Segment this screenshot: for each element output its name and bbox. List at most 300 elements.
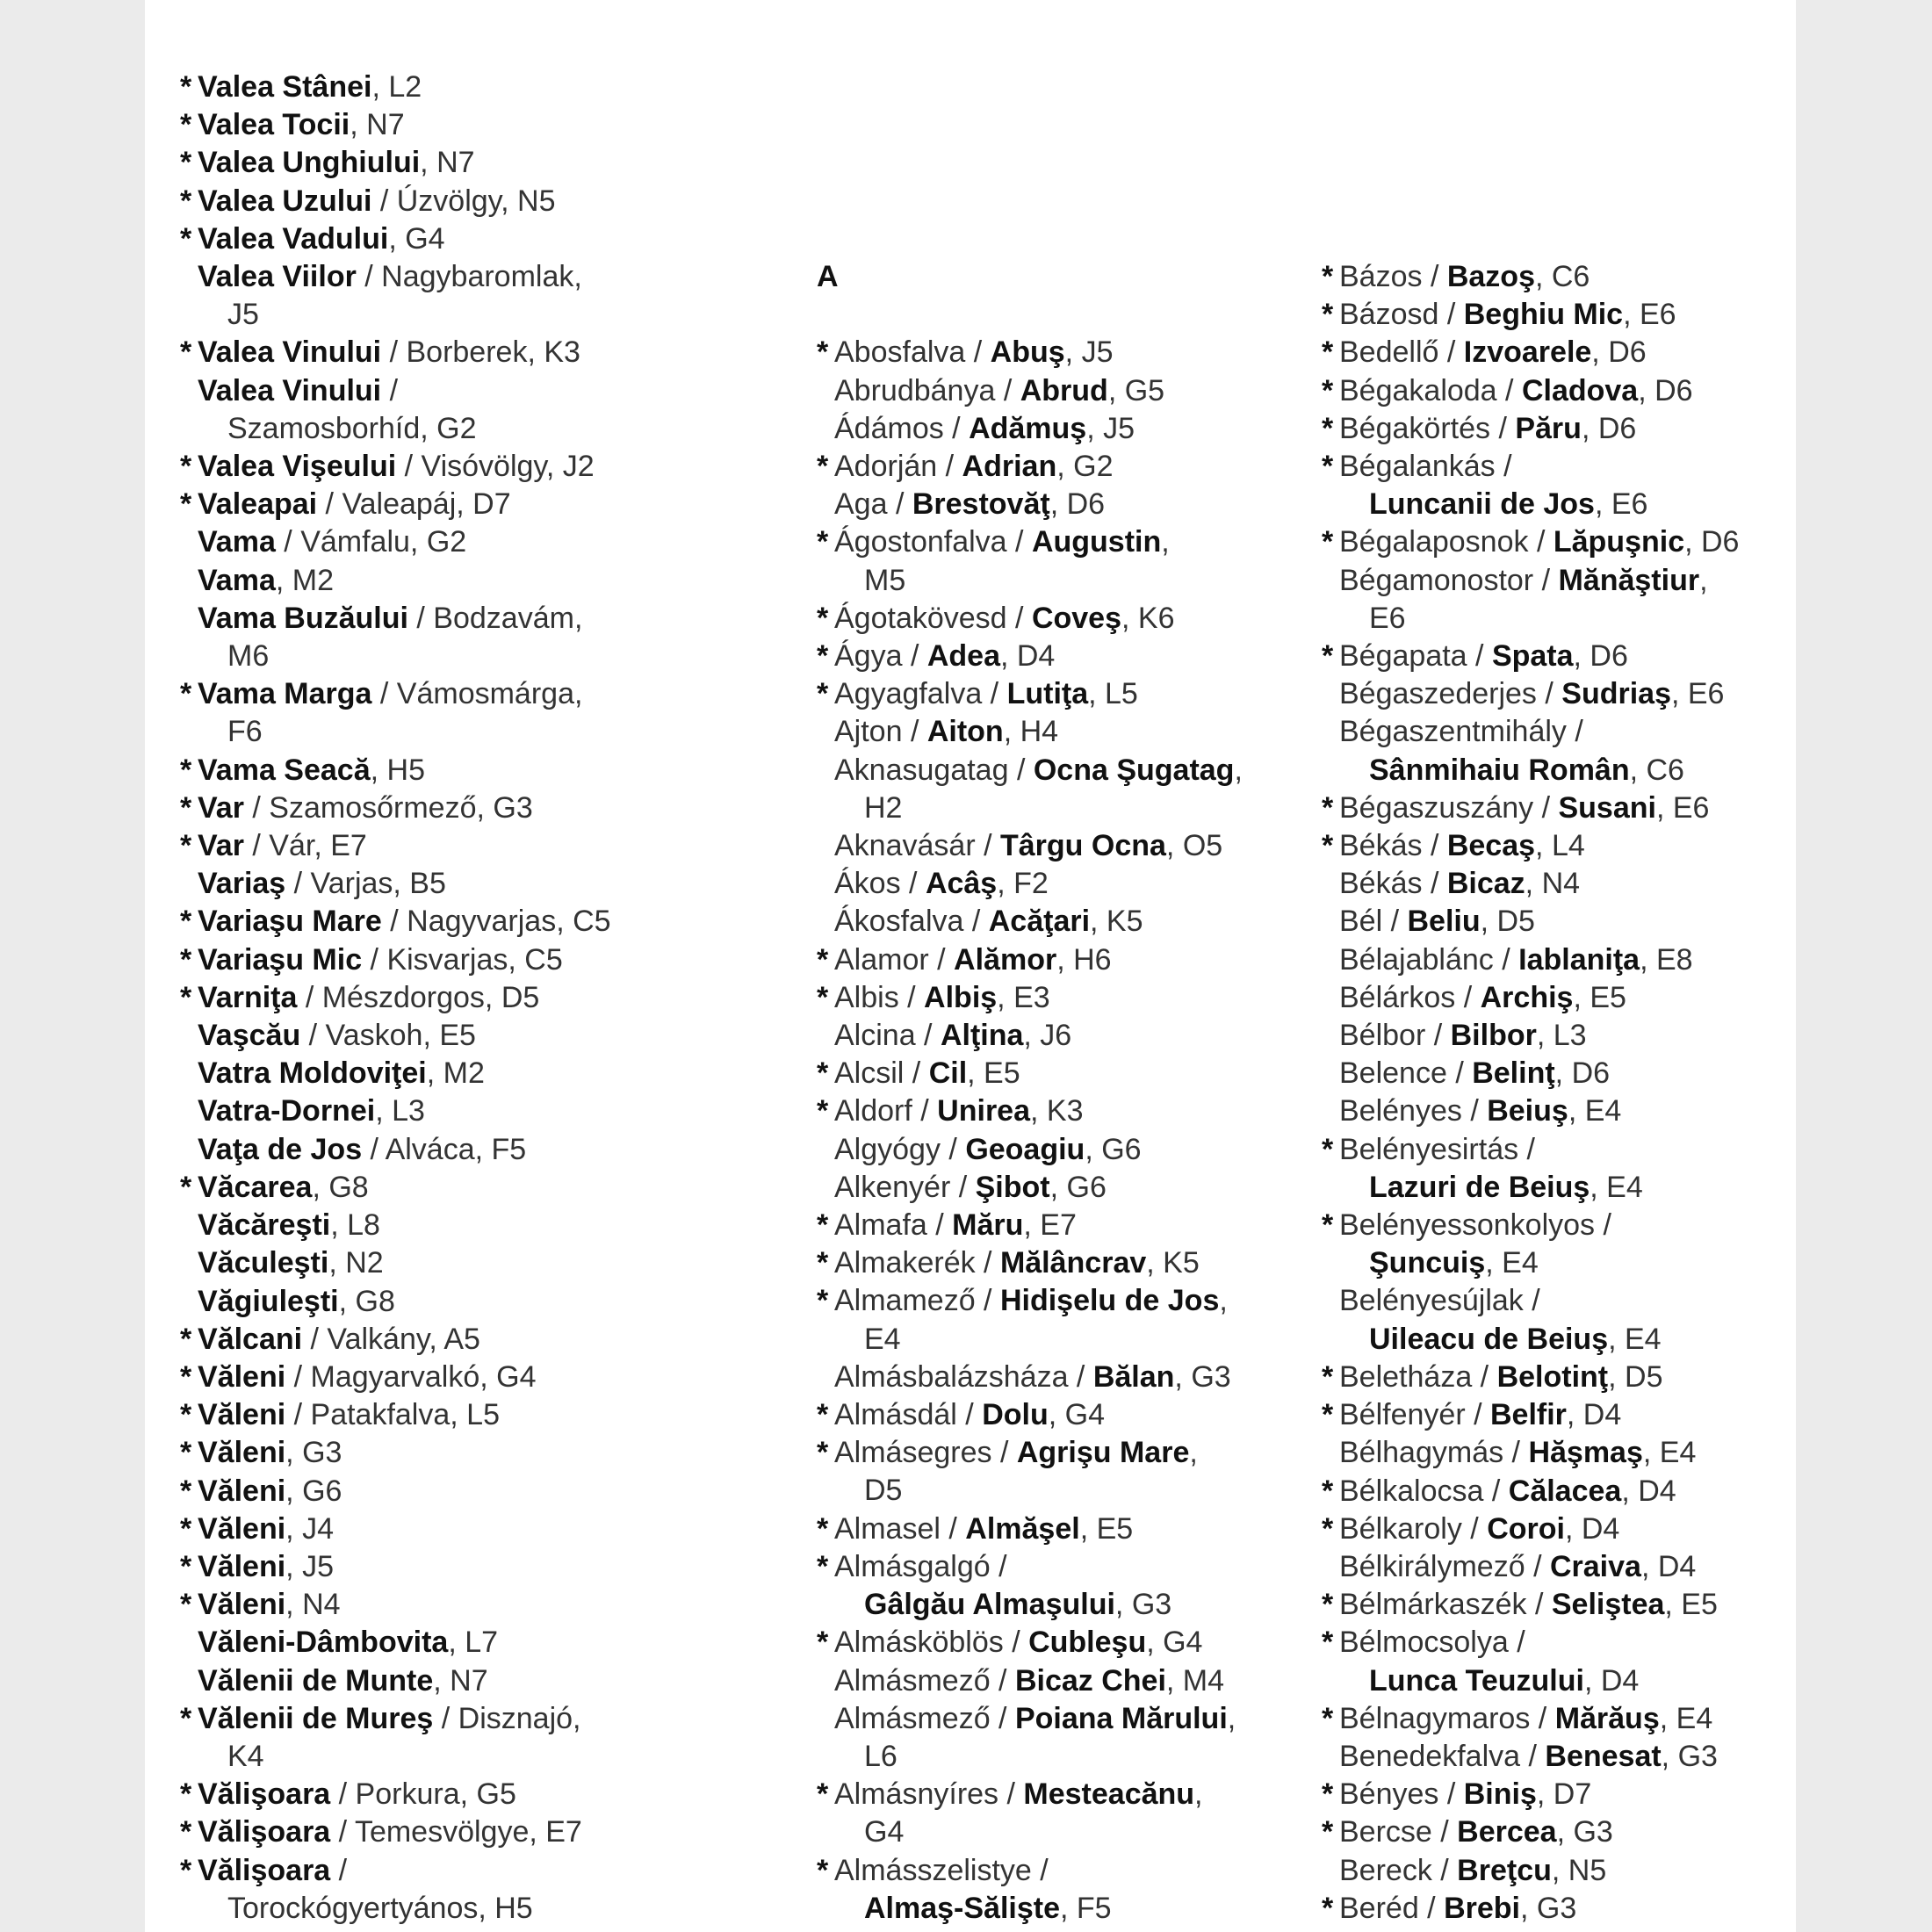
asterisk-mark: * [180, 184, 192, 218]
asterisk-mark: * [180, 487, 192, 522]
index-entry [180, 183, 724, 220]
place-name: Vatra-Dornei [198, 1094, 376, 1128]
grid-reference: , L3 [1536, 1019, 1587, 1053]
index-entry [1322, 1548, 1796, 1586]
grid-reference: , F2 [997, 867, 1049, 901]
asterisk-mark: * [817, 1056, 829, 1091]
place-name: Vălişoara [198, 1777, 331, 1812]
separator: / [1422, 829, 1447, 863]
hungarian-name: Békás [1339, 867, 1423, 901]
index-entry [817, 523, 1361, 599]
place-name: Acâş [925, 867, 998, 901]
hungarian-name: Abrudbánya [834, 373, 996, 407]
index-entry [180, 523, 724, 561]
place-name: Spata [1491, 639, 1574, 674]
grid-reference: , G3 [1661, 1739, 1718, 1773]
place-name: Benesat [1545, 1739, 1662, 1773]
grid-reference: , [1227, 1701, 1236, 1735]
index-entry [180, 1662, 724, 1700]
wrapped-text: G4 [864, 1815, 905, 1849]
index-entry [1322, 865, 1796, 903]
asterisk-mark: * [817, 525, 829, 559]
grid-reference: , G6 [1085, 1132, 1142, 1166]
index-entry [180, 1624, 724, 1662]
place-name: Valea Vadului [198, 221, 389, 256]
place-name: Var [198, 829, 244, 863]
grid-reference: / Mészdorgos, D5 [297, 980, 540, 1014]
hungarian-name: Adorján [834, 450, 938, 483]
place-name: Sudriaş [1561, 677, 1671, 711]
grid-reference: , E6 [1623, 298, 1676, 332]
place-name: Hăşmaş [1528, 1436, 1643, 1470]
wrapped-text: D5 [864, 1474, 903, 1508]
place-name: Vaţa de Jos [198, 1132, 363, 1166]
index-entry [180, 106, 724, 144]
hungarian-name: Ágostonfalva [834, 525, 1007, 559]
place-name: Vama [198, 563, 276, 597]
index-entry [1322, 1890, 1796, 1928]
place-name: Văleni [198, 1588, 286, 1622]
place-name: Dolu [982, 1398, 1049, 1432]
index-entry [180, 1548, 724, 1586]
asterisk-mark: * [817, 335, 829, 370]
index-entry [180, 1207, 724, 1244]
asterisk-mark: * [1322, 790, 1334, 825]
wrapped-line [1339, 1321, 1796, 1359]
place-name: Valea Stânei [198, 70, 372, 104]
index-entry [1322, 1017, 1796, 1055]
separator: / [975, 829, 1000, 863]
separator: / [912, 1094, 938, 1128]
grid-reference: / Valkány, A5 [302, 1322, 480, 1356]
place-name: Craiva [1549, 1549, 1641, 1583]
index-entry [817, 1359, 1361, 1396]
grid-reference: / Patakfalva, L5 [285, 1398, 500, 1432]
hungarian-name: Bélnagymaros [1339, 1701, 1531, 1735]
place-name: Archiş [1480, 980, 1574, 1014]
hungarian-name: Ádámos [834, 411, 944, 445]
grid-reference: / [990, 1549, 1007, 1583]
separator: / [1422, 260, 1447, 293]
index-entry [180, 372, 724, 448]
index-entry [1322, 1813, 1796, 1851]
place-name: Văculeşti [198, 1246, 329, 1280]
grid-reference: / [1595, 1208, 1611, 1243]
place-name: Cubleşu [1028, 1626, 1147, 1660]
place-name: Lăpuşnic [1553, 525, 1685, 559]
hungarian-name: Bégakörtés [1339, 411, 1490, 445]
grid-reference: , E4 [1485, 1246, 1539, 1280]
hungarian-name: Bégapata [1339, 639, 1467, 674]
asterisk-mark: * [817, 1436, 829, 1470]
index-entry [1322, 410, 1796, 448]
grid-reference: , J6 [1023, 1019, 1072, 1053]
place-name: Alţina [940, 1019, 1024, 1053]
asterisk-mark: * [1322, 1474, 1334, 1508]
grid-reference: / Vámosmárga, [371, 677, 583, 711]
grid-reference: , D6 [1684, 525, 1740, 559]
index-entry [180, 1131, 724, 1169]
place-name: Valea Vinului [198, 335, 382, 370]
index-entry [817, 448, 1361, 486]
separator: / [1472, 1359, 1497, 1394]
index-entry [1322, 1396, 1796, 1434]
place-name: Văcăreşti [198, 1208, 331, 1243]
index-entry [180, 1283, 724, 1321]
asterisk-mark: * [180, 1322, 192, 1356]
index-entry [180, 827, 724, 865]
asterisk-mark: * [817, 639, 829, 674]
wrapped-line [1339, 1244, 1796, 1282]
wrapped-text: K4 [227, 1739, 264, 1773]
index-entry [180, 1055, 724, 1092]
grid-reference: , E4 [1568, 1094, 1622, 1128]
index-entry [1322, 1510, 1796, 1548]
hungarian-name: Bényes [1339, 1777, 1439, 1812]
wrapped-text: J5 [227, 298, 259, 332]
grid-reference: / [1566, 715, 1583, 749]
index-entry [817, 1207, 1361, 1244]
place-name: Ocna Şugatag [1033, 753, 1235, 787]
index-entry [180, 1396, 724, 1434]
hungarian-name: Ágotakövesd [834, 601, 1007, 635]
grid-reference: , E6 [1670, 677, 1725, 711]
place-name: Almăşel [965, 1511, 1080, 1546]
separator: / [975, 1284, 1000, 1318]
hungarian-name: Bégalankás [1339, 450, 1496, 484]
grid-reference: , G4 [1048, 1398, 1105, 1432]
asterisk-mark: * [1322, 1511, 1334, 1546]
index-entry [180, 1321, 724, 1359]
hungarian-name: Bélkalocsa [1339, 1474, 1484, 1508]
asterisk-mark: * [180, 1359, 192, 1394]
hungarian-name: Algyógy [834, 1132, 941, 1166]
separator: / [990, 1701, 1015, 1735]
wrapped-text: E6 [1369, 601, 1406, 635]
place-name: Târgu Ocna [999, 829, 1166, 863]
grid-reference: / [1508, 1626, 1525, 1660]
place-name: Becaş [1446, 829, 1536, 863]
grid-reference: , G3 [1556, 1815, 1613, 1849]
separator: / [1431, 1815, 1458, 1849]
index-entry [1322, 1092, 1796, 1130]
hungarian-name: Bélárkos [1339, 980, 1456, 1014]
separator: / [940, 1132, 966, 1166]
place-name: Lutiţa [1006, 677, 1089, 711]
asterisk-mark: * [180, 1474, 192, 1508]
hungarian-name: Belence [1339, 1056, 1447, 1091]
separator: / [1068, 1359, 1093, 1394]
separator: / [900, 867, 926, 901]
separator: / [990, 1663, 1015, 1698]
index-entry [1322, 1738, 1796, 1776]
place-name: Beliu [1407, 905, 1481, 939]
grid-reference: , N7 [433, 1663, 488, 1698]
index-entry [180, 1244, 724, 1282]
grid-reference: , K3 [1030, 1094, 1084, 1128]
wrapped-text: Torockógyertyános, H5 [227, 1891, 533, 1925]
index-entry [180, 144, 724, 182]
index-entry [1322, 1852, 1796, 1890]
index-entry [817, 713, 1361, 751]
asterisk-mark: * [180, 1588, 192, 1622]
asterisk-mark: * [180, 335, 192, 370]
asterisk-mark: * [817, 1246, 829, 1280]
grid-reference: , E5 [1664, 1588, 1718, 1622]
place-name: Varniţa [198, 980, 298, 1014]
place-name: Acăţari [988, 905, 1091, 939]
index-entry [1322, 296, 1796, 334]
index-entry [817, 1017, 1361, 1055]
asterisk-mark: * [1322, 1891, 1334, 1925]
hungarian-name: Bázosd [1339, 298, 1439, 332]
separator: / [1446, 1056, 1473, 1091]
index-entry [180, 903, 724, 941]
grid-reference: , E7 [1023, 1208, 1077, 1243]
grid-reference: , E5 [1573, 980, 1626, 1014]
hungarian-name: Belényesirtás [1339, 1132, 1519, 1166]
place-name: Seliştea [1551, 1588, 1665, 1622]
hungarian-name: Aga [834, 487, 888, 522]
separator: / [1461, 1094, 1488, 1128]
separator: / [1006, 601, 1032, 635]
separator: / [1526, 1588, 1552, 1622]
grid-reference: , [1699, 563, 1708, 597]
index-entry [817, 1434, 1361, 1510]
wrapped-text: Szamosborhíd, G2 [227, 411, 477, 445]
hungarian-name: Békás [1339, 829, 1423, 863]
place-name: Belotinţ [1496, 1359, 1609, 1394]
grid-reference: / Vár, E7 [243, 829, 367, 863]
grid-reference: , D4 [1564, 1511, 1620, 1546]
separator: / [1493, 942, 1519, 977]
grid-reference: / Temesvölgye, E7 [330, 1815, 582, 1849]
hungarian-name: Ákosfalva [834, 905, 964, 939]
index-entry [817, 941, 1361, 979]
hungarian-name: Bedellő [1339, 335, 1439, 370]
index-entry [180, 1092, 724, 1130]
grid-reference: , K6 [1121, 601, 1175, 635]
asterisk-mark: * [817, 1284, 829, 1318]
index-entry [1322, 1434, 1796, 1472]
hungarian-name: Bél [1339, 905, 1383, 939]
place-name: Valea Vişeului [198, 450, 397, 484]
place-name: Vama [198, 525, 276, 559]
asterisk-mark: * [1322, 260, 1334, 293]
hungarian-name: Bélkaroly [1339, 1511, 1462, 1546]
hungarian-name: Almamező [834, 1284, 976, 1318]
index-entry [180, 1473, 724, 1510]
grid-reference: , D4 [999, 639, 1056, 674]
wrapped-line [1339, 1662, 1796, 1700]
grid-reference: , M2 [426, 1056, 485, 1091]
index-entry [180, 1776, 724, 1813]
separator: / [1490, 411, 1516, 445]
place-name: Valea Viilor [198, 260, 357, 294]
asterisk-mark: * [180, 1170, 192, 1204]
separator: / [1528, 525, 1554, 559]
asterisk-mark: * [180, 1853, 192, 1887]
grid-reference: , N4 [1525, 867, 1581, 901]
index-entry [817, 1700, 1361, 1776]
asterisk-mark: * [1322, 298, 1334, 332]
hungarian-name: Belényesújlak [1339, 1284, 1524, 1318]
place-name: Bercea [1457, 1815, 1557, 1849]
hungarian-name: Bégaszederjes [1339, 677, 1537, 711]
index-entry [180, 334, 724, 371]
index-entry [180, 752, 724, 789]
index-entry [1322, 1131, 1796, 1207]
grid-reference: , E4 [1590, 1170, 1643, 1204]
asterisk-mark: * [180, 1815, 192, 1849]
place-name: Hidişelu de Jos [999, 1284, 1220, 1318]
grid-reference: / Valeapáj, D7 [317, 487, 511, 522]
grid-reference: , E5 [967, 1056, 1020, 1091]
wrapped-line [834, 1586, 1361, 1624]
index-entry [180, 941, 724, 979]
index-entry [180, 220, 724, 258]
index-entry [1322, 789, 1796, 827]
place-name: Iablaniţa [1518, 942, 1640, 977]
index-entry [1322, 1776, 1796, 1813]
place-name: Văleni [198, 1398, 286, 1432]
asterisk-mark: * [1322, 373, 1334, 407]
place-name: Şuncuiş [1369, 1246, 1486, 1280]
separator: / [998, 1777, 1024, 1812]
grid-reference: / Vámfalu, G2 [275, 525, 467, 559]
index-entry [180, 68, 724, 106]
place-name: Mălâncrav [999, 1246, 1147, 1280]
place-name: Vama Seacă [198, 753, 371, 787]
grid-reference: / Úzvölgy, N5 [371, 184, 556, 218]
asterisk-mark: * [180, 905, 192, 939]
hungarian-name: Ajton [834, 715, 903, 749]
asterisk-mark: * [180, 1777, 192, 1812]
separator: / [1533, 790, 1559, 825]
grid-reference: , M4 [1165, 1663, 1225, 1698]
index-entry [180, 1700, 724, 1776]
index-column-2 [817, 258, 1361, 1928]
grid-reference: / Szamosőrmező, G3 [243, 790, 533, 825]
index-entry [817, 334, 1361, 371]
hungarian-name: Bélmocsolya [1339, 1626, 1509, 1660]
hungarian-name: Bégaszentmihály [1339, 715, 1567, 749]
index-entry [817, 1131, 1361, 1169]
grid-reference: , D6 [1554, 1056, 1611, 1091]
place-name: Şibot [975, 1170, 1050, 1204]
grid-reference: , J5 [1086, 411, 1135, 445]
index-entry [180, 1813, 724, 1851]
separator: / [915, 1019, 941, 1053]
grid-reference: , G5 [1107, 373, 1165, 407]
place-name: Păru [1515, 411, 1582, 445]
place-name: Călacea [1508, 1474, 1622, 1508]
grid-reference: / Nagybaromlak, [356, 260, 582, 294]
asterisk-mark: * [1322, 450, 1334, 484]
hungarian-name: Almásköblös [834, 1626, 1004, 1660]
asterisk-mark: * [180, 790, 192, 825]
grid-reference: , N5 [1551, 1853, 1607, 1887]
hungarian-name: Albis [834, 980, 899, 1014]
index-entry [180, 448, 724, 486]
index-column-3 [1322, 258, 1796, 1928]
place-name: Văleni [198, 1436, 286, 1470]
asterisk-mark: * [1322, 829, 1334, 863]
grid-reference: , G8 [338, 1284, 395, 1318]
grid-reference: , G2 [1056, 450, 1114, 483]
index-entry [1322, 1055, 1796, 1092]
index-entry [1322, 903, 1796, 941]
grid-reference: , E8 [1640, 942, 1693, 977]
grid-reference: , K5 [1090, 905, 1143, 939]
grid-reference: , E5 [1079, 1511, 1134, 1546]
place-name: Variaş [198, 867, 286, 901]
grid-reference: , F5 [1060, 1891, 1112, 1925]
index-entry [817, 1092, 1361, 1130]
grid-reference: / [1031, 1853, 1049, 1887]
grid-reference: , G4 [388, 221, 445, 256]
index-entry [1322, 523, 1796, 561]
hungarian-name: Almásdál [834, 1398, 957, 1432]
index-entry [817, 1396, 1361, 1434]
grid-reference: , L5 [1088, 677, 1138, 711]
asterisk-mark: * [817, 601, 829, 635]
asterisk-mark: * [180, 1436, 192, 1470]
index-entry [1322, 675, 1796, 713]
grid-reference: , C6 [1629, 753, 1684, 787]
grid-reference: / Porkura, G5 [330, 1777, 516, 1812]
index-entry [180, 1359, 724, 1396]
place-name: Lazuri de Beiuş [1369, 1170, 1590, 1204]
hungarian-name: Bázos [1339, 260, 1423, 293]
place-name: Abrud [1020, 373, 1108, 407]
grid-reference: , H4 [1003, 715, 1059, 749]
grid-reference: / Varjas, B5 [285, 867, 446, 901]
hungarian-name: Ákos [834, 867, 901, 901]
index-entry [817, 600, 1361, 638]
separator: / [928, 942, 955, 977]
hungarian-name: Bégamonostor [1339, 563, 1534, 597]
separator: / [887, 487, 912, 522]
hungarian-name: Almakerék [834, 1246, 976, 1280]
place-name: Vama Buzăului [198, 601, 408, 635]
place-name: Văleni [198, 1474, 286, 1508]
index-entry [1322, 1473, 1796, 1510]
grid-reference: , N7 [350, 108, 405, 142]
place-name: Coroi [1487, 1511, 1565, 1546]
separator: / [904, 1056, 929, 1091]
wrapped-text: M6 [227, 639, 270, 674]
place-name: Văleni [198, 1359, 286, 1394]
grid-reference: , K5 [1146, 1246, 1200, 1280]
asterisk-mark: * [180, 1511, 192, 1546]
asterisk-mark: * [180, 677, 192, 711]
grid-reference: , C6 [1534, 260, 1590, 293]
hungarian-name: Almásnyíres [834, 1777, 999, 1812]
separator: / [991, 1436, 1017, 1470]
wrapped-line [834, 1890, 1361, 1928]
separator: / [902, 639, 927, 674]
hungarian-name: Belényes [1339, 1094, 1462, 1128]
grid-reference: , D6 [1049, 487, 1106, 522]
wrapped-text: F6 [227, 715, 263, 749]
index-entry [817, 752, 1361, 827]
grid-reference: , D7 [1536, 1777, 1592, 1812]
asterisk-mark: * [180, 942, 192, 977]
grid-reference: , G3 [1114, 1588, 1172, 1622]
place-name: Breţcu [1457, 1853, 1552, 1887]
asterisk-mark: * [817, 1549, 829, 1583]
